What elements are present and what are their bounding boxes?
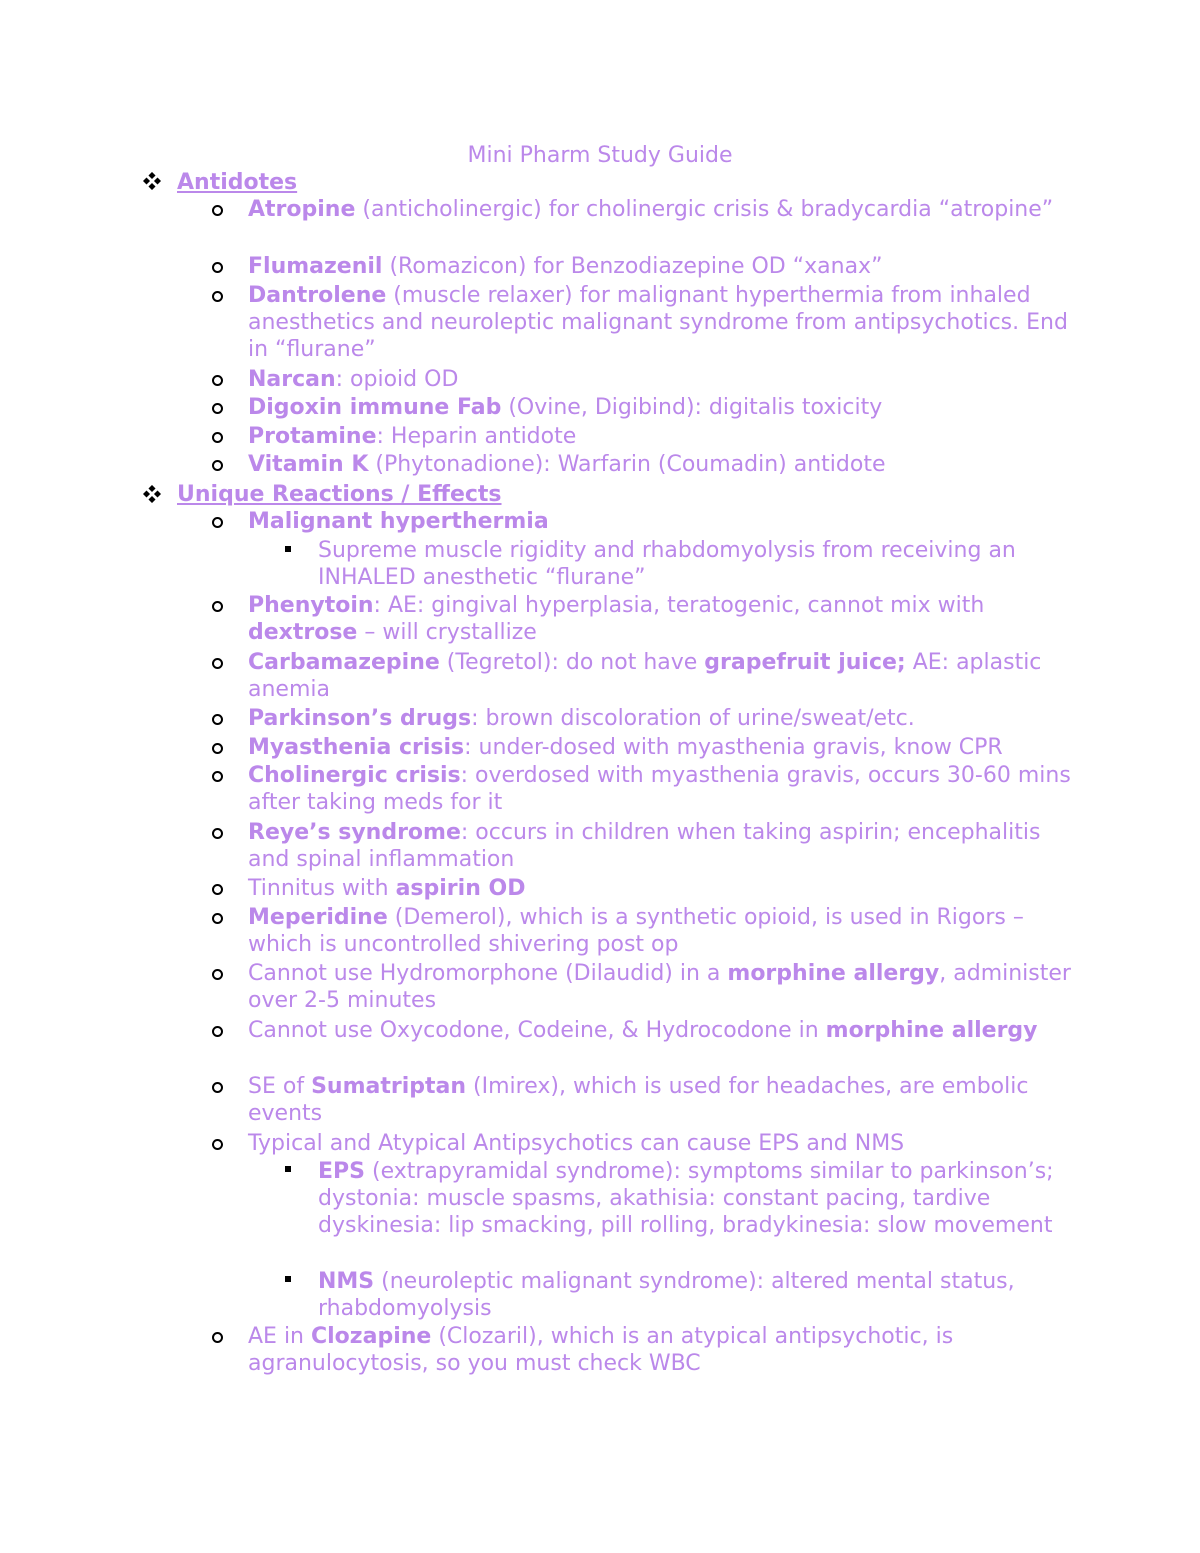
list-item: Cannot use Hydromorphone (Dilaudid) in a morphine allergy, administer over 2-5 minutes bbox=[248, 961, 1071, 1013]
circle-bullet-icon bbox=[212, 205, 223, 216]
list-item: Cholinergic crisis: overdosed with myasthenia gravis, occurs 30-60 mins after taking meds for it bbox=[248, 763, 1071, 815]
circle-bullet-icon bbox=[212, 460, 223, 471]
circle-bullet-icon bbox=[212, 601, 223, 612]
sub-list-item: EPS (extrapyramidal syndrome): symptoms similar to parkinson’s; dystonia: muscle spasms, akathisia: constant pacing, tardive dyskinesia: lip smacking, pill rolling, bradykinesia: slow movement bbox=[318, 1159, 1054, 1238]
list-item: Parkinson’s drugs: brown discoloration of urine/sweat/etc. bbox=[248, 706, 915, 731]
circle-bullet-icon bbox=[212, 714, 223, 725]
circle-bullet-icon bbox=[212, 771, 223, 782]
circle-bullet-icon bbox=[212, 1026, 223, 1037]
circle-bullet-icon bbox=[212, 884, 223, 895]
circle-bullet-icon bbox=[212, 291, 223, 302]
circle-bullet-icon bbox=[212, 969, 223, 980]
circle-bullet-icon bbox=[212, 913, 223, 924]
list-item: Digoxin immune Fab (Ovine, Digibind): digitalis toxicity bbox=[248, 395, 883, 420]
circle-bullet-icon bbox=[212, 658, 223, 669]
diamond-bullet-icon bbox=[143, 172, 161, 190]
circle-bullet-icon bbox=[212, 1139, 223, 1150]
list-item: Cannot use Oxycodone, Codeine, & Hydrocodone in morphine allergy bbox=[248, 1018, 1038, 1043]
list-item: Typical and Atypical Antipsychotics can cause EPS and NMS bbox=[248, 1131, 905, 1156]
list-item: Reye’s syndrome: occurs in children when taking aspirin; encephalitis and spinal inflammation bbox=[248, 820, 1041, 872]
list-item: Narcan: opioid OD bbox=[248, 367, 459, 392]
list-item: Tinnitus with aspirin OD bbox=[248, 876, 526, 901]
circle-bullet-icon bbox=[212, 432, 223, 443]
list-item: Myasthenia crisis: under-dosed with myasthenia gravis, know CPR bbox=[248, 735, 1003, 760]
circle-bullet-icon bbox=[212, 517, 223, 528]
list-item: Flumazenil (Romazicon) for Benzodiazepine OD “xanax” bbox=[248, 254, 883, 279]
page-title: Mini Pharm Study Guide bbox=[467, 143, 733, 168]
list-item: Meperidine (Demerol), which is a synthetic opioid, is used in Rigors – which is uncontrolled shivering post op bbox=[248, 905, 1024, 957]
circle-bullet-icon bbox=[212, 743, 223, 754]
section-heading-antidotes: Antidotes bbox=[177, 170, 298, 195]
circle-bullet-icon bbox=[212, 375, 223, 386]
list-item: Atropine (anticholinergic) for cholinergic crisis & bradycardia “atropine” bbox=[248, 197, 1054, 222]
list-item: Protamine: Heparin antidote bbox=[248, 424, 577, 449]
circle-bullet-icon bbox=[212, 1332, 223, 1343]
list-item: AE in Clozapine (Clozaril), which is an atypical antipsychotic, is agranulocytosis, so you must check WBC bbox=[248, 1324, 954, 1376]
diamond-bullet-icon bbox=[143, 485, 161, 503]
list-item: Malignant hyperthermia bbox=[248, 509, 549, 534]
sub-list-item: Supreme muscle rigidity and rhabdomyolysis from receiving an INHALED anesthetic “flurane” bbox=[318, 538, 1016, 590]
square-bullet-icon bbox=[285, 546, 291, 552]
list-item: Dantrolene (muscle relaxer) for malignant hyperthermia from inhaled anesthetics and neuroleptic malignant syndrome from antipsychotics. End in “flurane” bbox=[248, 283, 1068, 362]
square-bullet-icon bbox=[285, 1276, 291, 1282]
circle-bullet-icon bbox=[212, 403, 223, 414]
circle-bullet-icon bbox=[212, 262, 223, 273]
section-heading-unique-reactions: Unique Reactions / Effects bbox=[177, 482, 502, 507]
list-item: Carbamazepine (Tegretol): do not have grapefruit juice; AE: aplastic anemia bbox=[248, 650, 1042, 702]
square-bullet-icon bbox=[285, 1166, 291, 1172]
list-item: Phenytoin: AE: gingival hyperplasia, teratogenic, cannot mix with dextrose – will crystallize bbox=[248, 593, 985, 645]
circle-bullet-icon bbox=[212, 828, 223, 839]
list-item: SE of Sumatriptan (Imirex), which is used for headaches, are embolic events bbox=[248, 1074, 1029, 1126]
list-item: Vitamin K (Phytonadione): Warfarin (Coumadin) antidote bbox=[248, 452, 886, 477]
sub-list-item: NMS (neuroleptic malignant syndrome): altered mental status, rhabdomyolysis bbox=[318, 1269, 1015, 1321]
circle-bullet-icon bbox=[212, 1082, 223, 1093]
